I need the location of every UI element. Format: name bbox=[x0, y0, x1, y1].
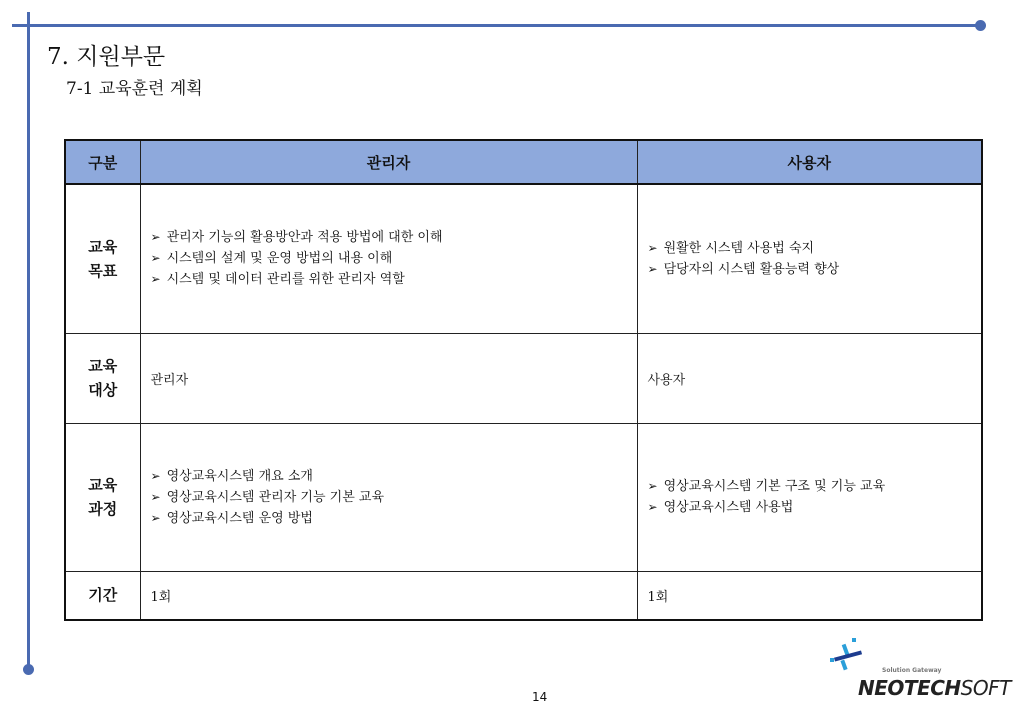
list-item: ➢ 영상교육시스템 기본 구조 및 기능 교육 bbox=[648, 476, 982, 497]
user-cell: 사용자 bbox=[637, 333, 982, 423]
logo-mark-icon bbox=[828, 636, 872, 676]
logo-name-light: SOFT bbox=[960, 676, 1011, 700]
logo-name bbox=[858, 676, 1011, 700]
logo-name-bold: NEOTECH bbox=[858, 676, 961, 700]
header-admin: 관리자 bbox=[140, 140, 637, 184]
left-accent-line bbox=[27, 12, 30, 672]
page-number: 14 bbox=[532, 690, 548, 704]
category-label: 목표 bbox=[88, 261, 118, 280]
left-line-end-dot bbox=[23, 664, 34, 675]
header-user: 사용자 bbox=[637, 140, 982, 184]
list-item: ➢ 시스템 및 데이터 관리를 위한 관리자 역할 bbox=[151, 269, 637, 290]
top-accent-line bbox=[12, 24, 980, 27]
admin-cell: 관리자 bbox=[140, 333, 637, 423]
table-row-target bbox=[65, 333, 982, 423]
admin-cell: 1회 bbox=[140, 571, 637, 620]
category-cell bbox=[65, 423, 140, 571]
list-item: ➢ 담당자의 시스템 활용능력 향상 bbox=[648, 259, 982, 280]
table-row-goal bbox=[65, 184, 982, 333]
top-line-end-dot bbox=[975, 20, 986, 31]
category-label: 기간 bbox=[88, 586, 118, 605]
category-label: 교육 bbox=[88, 237, 118, 256]
admin-cell bbox=[140, 423, 637, 571]
category-label: 교육 bbox=[88, 357, 118, 375]
list-item: ➢ 관리자 기능의 활용방안과 적용 방법에 대한 이해 bbox=[151, 227, 637, 248]
table-row-period bbox=[65, 571, 982, 620]
company-logo bbox=[828, 636, 1018, 700]
list-item: ➢ 영상교육시스템 개요 소개 bbox=[151, 466, 637, 487]
category-cell bbox=[65, 333, 140, 423]
list-item: ➢ 시스템의 설계 및 운영 방법의 내용 이해 bbox=[151, 248, 637, 269]
category-label: 대상 bbox=[88, 381, 118, 399]
list-item: ➢ 영상교육시스템 운영 방법 bbox=[151, 508, 637, 529]
logo-tagline: Solution Gateway bbox=[882, 667, 942, 674]
list-item: ➢ 영상교육시스템 관리자 기능 기본 교육 bbox=[151, 487, 637, 508]
user-cell bbox=[637, 184, 982, 333]
user-cell: 1회 bbox=[637, 571, 982, 620]
section-title: 7. 지원부문 bbox=[47, 44, 166, 70]
category-label: 교육 bbox=[88, 476, 118, 494]
table-row-course bbox=[65, 423, 982, 571]
list-item: ➢ 영상교육시스템 사용법 bbox=[648, 497, 982, 518]
training-plan-table bbox=[64, 139, 983, 621]
admin-cell bbox=[140, 184, 637, 333]
user-cell bbox=[637, 423, 982, 571]
list-item: ➢ 원활한 시스템 사용법 숙지 bbox=[648, 238, 982, 259]
header-category: 구분 bbox=[65, 140, 140, 184]
category-label: 과정 bbox=[88, 500, 118, 518]
subsection-title: 7-1 교육훈련 계획 bbox=[66, 79, 203, 99]
category-cell bbox=[65, 571, 140, 620]
table-header-row bbox=[65, 140, 982, 184]
category-cell bbox=[65, 184, 140, 333]
